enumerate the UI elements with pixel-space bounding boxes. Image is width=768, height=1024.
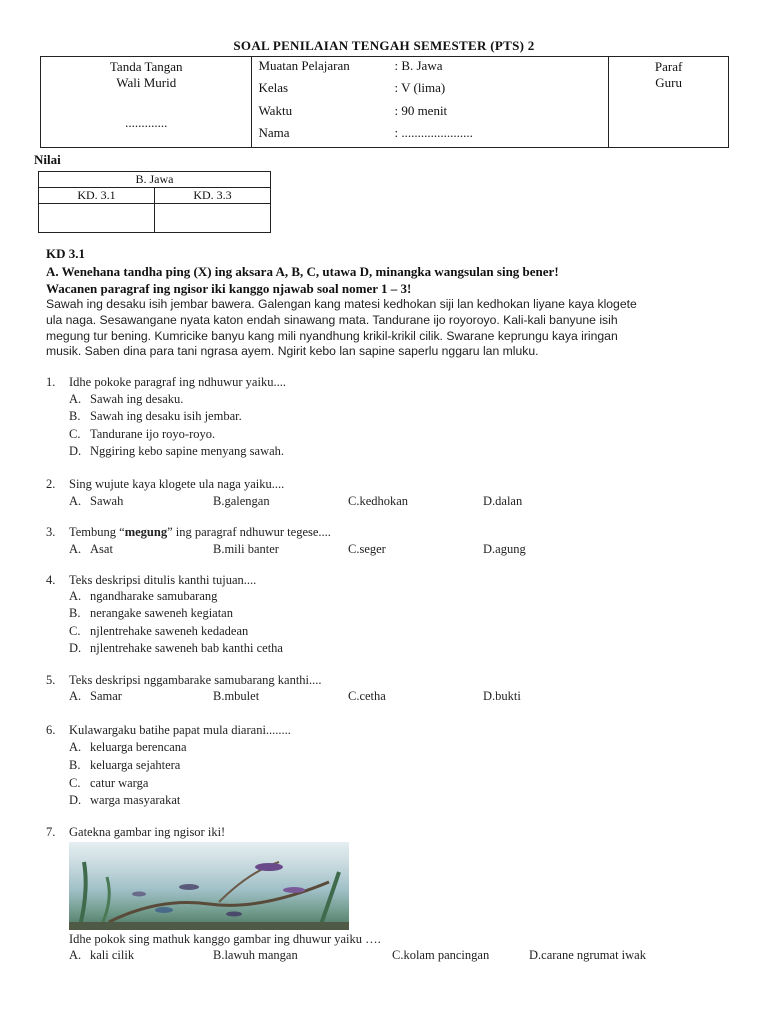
option-letter[interactable]: C. [69, 427, 81, 441]
option-text[interactable]: Sawah ing desaku isih jembar. [90, 409, 242, 423]
option-letter[interactable]: A. [69, 392, 82, 406]
option-text[interactable]: catur warga [90, 776, 149, 790]
option-text[interactable]: warga masyarakat [90, 793, 181, 807]
aquarium-fish-image [69, 842, 349, 930]
question-followup: Idhe pokok sing mathuk kanggo gambar ing dhuwur yaiku …. [69, 932, 381, 946]
option-text[interactable]: D.carane ngrumat iwak [529, 948, 646, 962]
question-text-pre: Tembung “ [69, 525, 125, 539]
page-title: SOAL PENILAIAN TENGAH SEMESTER (PTS) 2 [233, 38, 535, 53]
option-text[interactable]: ngandharake samubarang [90, 589, 218, 603]
option-text[interactable]: njlentrehake saweneh bab kanthi cetha [90, 641, 283, 655]
option-text[interactable]: nerangake saweneh kegiatan [90, 606, 233, 620]
info-value: : ...................... [394, 125, 473, 140]
question-number: 1. [46, 375, 56, 389]
option-text[interactable]: D.dalan [483, 494, 523, 508]
option-text[interactable]: Samar [90, 689, 122, 703]
option-letter[interactable]: A. [69, 542, 82, 556]
option-letter[interactable]: D. [69, 444, 82, 458]
score-table [38, 171, 271, 233]
question-text: Teks deskripsi nggambarake samubarang kanthi.... [69, 673, 322, 687]
option-letter[interactable]: C. [69, 776, 81, 790]
question-text: Kulawargaku batihe papat mula diarani........ [69, 723, 291, 737]
option-letter[interactable]: A. [69, 494, 82, 508]
option-letter[interactable]: B. [69, 758, 81, 772]
reading-paragraph [46, 297, 736, 360]
option-text[interactable]: B.galengan [213, 494, 270, 508]
signature-label-2: Wali Murid [116, 75, 177, 90]
aquarium-illustration [69, 842, 349, 930]
question-text: Gatekna gambar ing ngisor iki! [69, 825, 226, 839]
score-kd1-value[interactable] [39, 204, 155, 233]
option-text[interactable]: B.lawuh mangan [213, 948, 298, 962]
info-value: : B. Jawa [394, 58, 443, 73]
question-number: 4. [46, 573, 56, 587]
paragraph-line: ula naga. Sesawangane nyata katon endah sinawang mata. Tandurane ijo royoroyo. Kali-kali banyune isih [46, 312, 618, 327]
instruction-b: Wacanen paragraf ing ngisor iki kanggo njawab soal nomer 1 – 3! [46, 281, 412, 296]
option-text[interactable]: B.mili banter [213, 542, 279, 556]
option-text[interactable]: Tandurane ijo royo-royo. [90, 427, 216, 441]
option-text[interactable]: kali cilik [90, 948, 135, 962]
question-number: 5. [46, 673, 56, 687]
option-text[interactable]: keluarga sejahtera [90, 758, 181, 772]
option-letter[interactable]: A. [69, 589, 82, 603]
score-kd1: KD. 3.1 [39, 188, 155, 204]
info-row-name [258, 125, 473, 141]
question-text: Idhe pokoke paragraf ing ndhuwur yaiku.... [69, 375, 286, 389]
header-table [40, 56, 729, 148]
option-text[interactable]: Sawah [90, 494, 124, 508]
signature-cell [41, 57, 252, 148]
option-text[interactable]: C.seger [348, 542, 386, 556]
option-text[interactable]: Sawah ing desaku. [90, 392, 184, 406]
info-cell [252, 57, 609, 148]
info-label: Waktu [258, 103, 293, 118]
teacher-label-1: Paraf [654, 59, 683, 74]
option-text[interactable]: C.kolam pancingan [392, 948, 490, 962]
question-number: 7. [46, 825, 56, 839]
question-number: 6. [46, 723, 56, 737]
option-text[interactable]: Nggiring kebo sapine menyang sawah. [90, 444, 285, 458]
question-number: 3. [46, 525, 56, 539]
option-text[interactable]: D.agung [483, 542, 526, 556]
option-text[interactable]: C.kedhokan [348, 494, 409, 508]
score-subject: B. Jawa [39, 172, 271, 188]
question-text: Teks deskripsi ditulis kanthi tujuan.... [69, 573, 257, 587]
info-label: Muatan Pelajaran [258, 58, 350, 73]
score-kd2-value[interactable] [155, 204, 271, 233]
option-letter[interactable]: B. [69, 606, 81, 620]
paragraph-line: Sawah ing desaku isih jembar bawera. Galengan kang matesi kedhokan siji lan kedhokan liyane kaya klogete [46, 297, 637, 311]
info-row-class [258, 80, 446, 96]
info-row-time [258, 103, 448, 119]
question-text-bold: megung [124, 525, 168, 539]
info-row-subject [258, 58, 443, 74]
paragraph-line: musik. Saben dina para tani ngrasa ayem. Ngirit kebo lan sapine saperlu nggaru lan mluku. [46, 344, 539, 359]
info-label: Kelas [258, 80, 289, 95]
info-label: Nama [258, 125, 290, 140]
info-value: : V (lima) [394, 80, 446, 95]
option-text[interactable]: B.mbulet [213, 689, 260, 703]
option-text[interactable]: D.bukti [483, 689, 521, 703]
question-text [69, 525, 331, 540]
option-letter[interactable]: A. [69, 948, 82, 962]
option-letter[interactable]: C. [69, 624, 81, 638]
info-value: : 90 menit [394, 103, 448, 118]
option-text[interactable]: Asat [90, 542, 113, 556]
score-kd2: KD. 3.3 [155, 188, 271, 204]
option-letter[interactable]: B. [69, 409, 81, 423]
option-text[interactable]: C.cetha [348, 689, 386, 703]
option-letter[interactable]: D. [69, 641, 82, 655]
option-text[interactable]: njlentrehake saweneh kedadean [90, 624, 249, 638]
teacher-initial-cell [609, 57, 729, 148]
instruction-a: A. Wenehana tandha ping (X) ing aksara A, B, C, utawa D, minangka wangsulan sing bener! [46, 264, 559, 279]
option-letter[interactable]: D. [69, 793, 82, 807]
question-number: 2. [46, 477, 56, 491]
option-text[interactable]: keluarga berencana [90, 740, 187, 754]
option-letter[interactable]: A. [69, 740, 82, 754]
paragraph-line: megung tur bening. Kumricike banyu kang mili nyandhung krikil-krikil cilik. Swarane keprungu kaya iringan [46, 328, 618, 343]
score-label: Nilai [34, 152, 61, 167]
signature-label-1: Tanda Tangan [109, 59, 183, 74]
signature-dots: ............. [125, 115, 168, 130]
teacher-label-2: Guru [655, 75, 682, 90]
question-text-post: ” ing paragraf ndhuwur tegese.... [167, 525, 331, 539]
option-letter[interactable]: A. [69, 689, 82, 703]
question-text: Sing wujute kaya klogete ula naga yaiku.... [69, 477, 285, 491]
section-kd: KD 3.1 [46, 246, 85, 261]
